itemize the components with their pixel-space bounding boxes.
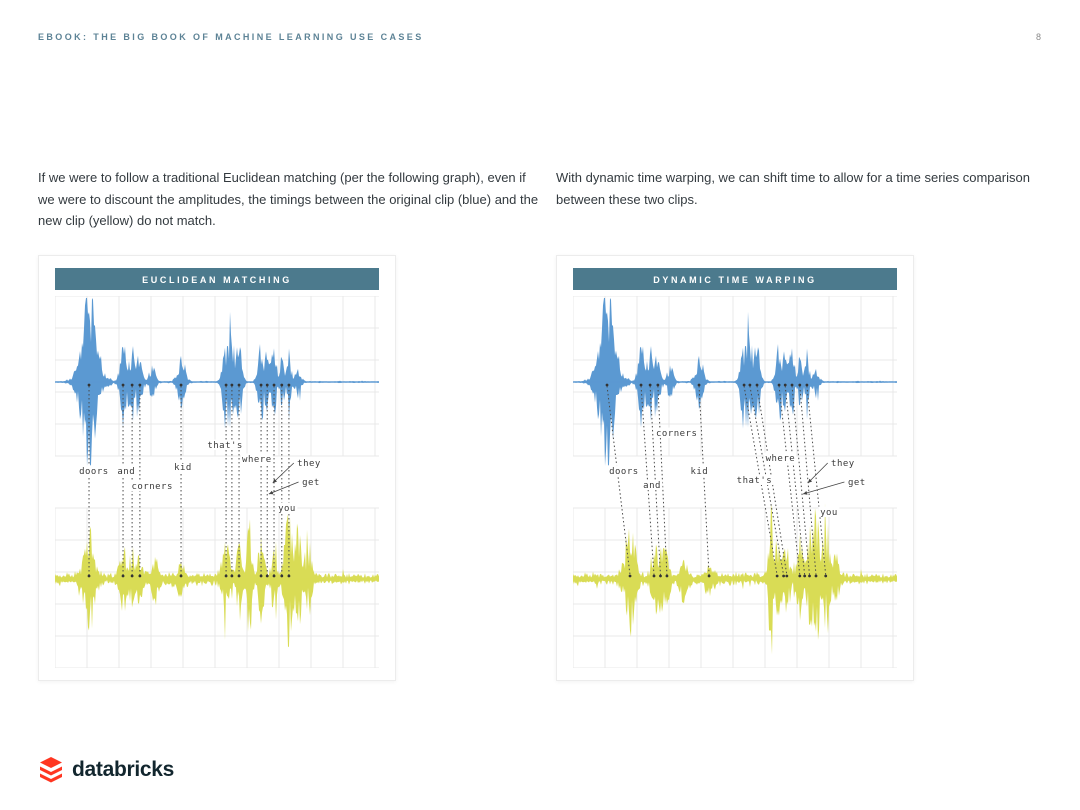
ebook-title: EBOOK: THE BIG BOOK OF MACHINE LEARNING USE CASES: [38, 32, 424, 42]
body-columns: [38, 167, 1042, 232]
page-number: 8: [1035, 32, 1042, 42]
databricks-wordmark: databricks: [72, 758, 175, 781]
svg-text:they: they: [831, 459, 855, 469]
figure-title: EUCLIDEAN MATCHING: [142, 275, 292, 285]
figures-row: [38, 255, 914, 681]
svg-text:doors: doors: [609, 467, 639, 477]
svg-text:kid: kid: [690, 467, 709, 477]
dtw-waveform-plot: [573, 296, 897, 668]
figure-euclidean-matching: [38, 255, 396, 681]
svg-text:corners: corners: [131, 482, 173, 492]
svg-text:you: you: [820, 508, 838, 518]
figure-title-bar: [573, 268, 897, 290]
svg-text:where: where: [765, 454, 796, 464]
svg-text:where: where: [242, 455, 272, 465]
figure-title: DYNAMIC TIME WARPING: [653, 275, 817, 285]
left-column: [38, 167, 540, 232]
svg-text:doors: doors: [79, 467, 109, 477]
figure-dynamic-time-warping: [556, 255, 914, 681]
page-header: [38, 32, 1042, 42]
svg-text:and: and: [117, 467, 136, 477]
right-column: [556, 167, 1042, 232]
right-paragraph: With dynamic time warping, we can shift time to allow for a time series comparison between these two clips.: [556, 170, 1030, 207]
svg-text:get: get: [302, 478, 320, 488]
svg-text:that's: that's: [736, 476, 773, 486]
svg-text:they: they: [297, 459, 321, 469]
databricks-logo-icon: [38, 756, 64, 784]
euclidean-waveform-plot: [55, 296, 379, 668]
svg-text:that's: that's: [207, 441, 243, 451]
svg-text:get: get: [847, 478, 866, 488]
left-paragraph: If we were to follow a traditional Euclidean matching (per the following graph), even if we were to discount the amplitudes, the timings between the original clip (blue) and the new clip (yellow) do not match.: [38, 170, 539, 228]
svg-text:kid: kid: [174, 463, 192, 473]
svg-text:and: and: [643, 481, 661, 491]
footer-brand: [38, 756, 174, 784]
svg-text:corners: corners: [655, 429, 698, 439]
svg-text:you: you: [278, 504, 296, 514]
figure-title-bar: [55, 268, 379, 290]
